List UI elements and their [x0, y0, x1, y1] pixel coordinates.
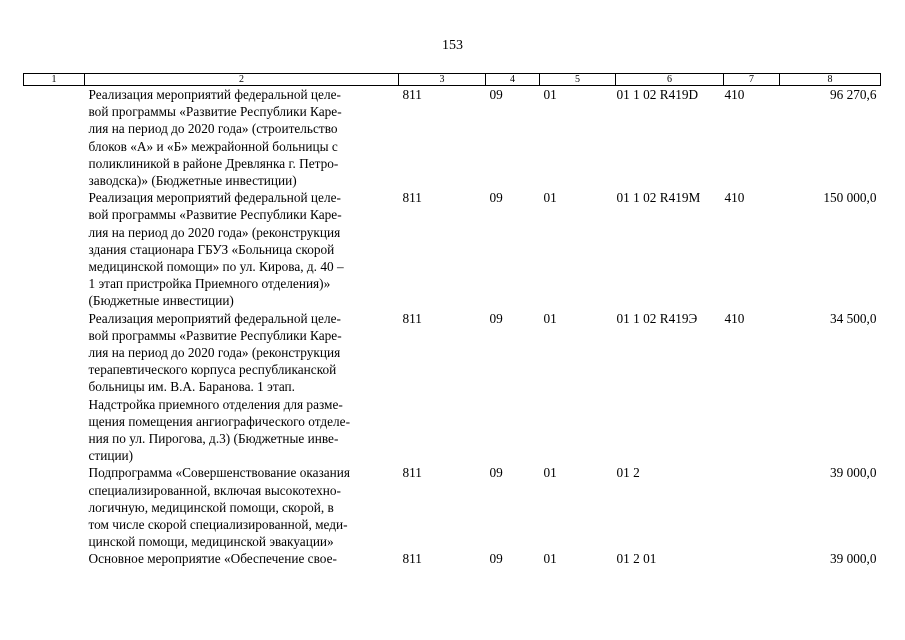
table-row [24, 550, 881, 567]
section-code-cell: 09 [489, 465, 503, 481]
expense-name-line: больницы им. В.А. Баранова. 1 этап. [88, 379, 295, 395]
expense-name-line: стиции) [88, 448, 134, 464]
expense-name-line: здания стационара ГБУЗ «Больница скорой [88, 241, 335, 257]
column-header-7: 7 [724, 74, 780, 86]
table-row [24, 464, 881, 550]
expense-name-line: 1 этап пристройка Приемного отделения)» [88, 276, 331, 292]
row-number-cell [24, 464, 85, 550]
ministry-code-cell: 811 [402, 310, 422, 326]
column-number-header-row [24, 74, 881, 86]
expense-name-line: лия на период до 2020 года» (реконструкция [88, 224, 341, 240]
column-header-1: 1 [24, 74, 85, 86]
expense-name-line: ния по ул. Пирогова, д.3) (Бюджетные инве- [88, 431, 339, 447]
column-header-8: 8 [780, 74, 881, 86]
table-row [24, 86, 881, 190]
expense-name-line: Основное мероприятие «Обеспечение свое- [88, 551, 337, 567]
section-code-cell: 09 [489, 190, 503, 206]
expense-name-line: медицинской помощи» по ул. Кирова, д. 40 – [88, 259, 344, 275]
expense-name-line: блоков «А» и «Б» межрайонной больницы с [88, 138, 338, 154]
amount-cell: 39 000,0 [829, 465, 877, 481]
table-row [24, 310, 881, 465]
expense-name-line: Реализация мероприятий федеральной целе- [88, 87, 341, 102]
section-code-cell: 09 [489, 87, 503, 102]
expense-name-line: вой программы «Развитие Республики Каре- [88, 207, 342, 223]
target-article-cell: 01 1 02 R419M [616, 190, 701, 206]
ministry-code-cell: 811 [402, 551, 422, 567]
amount-cell: 96 270,6 [829, 87, 877, 102]
target-article-cell: 01 2 [616, 465, 640, 481]
expense-name-line: Реализация мероприятий федеральной целе- [88, 190, 341, 206]
expense-name-cell [85, 464, 399, 550]
expense-name-line: лия на период до 2020 года» (строительство [88, 121, 338, 137]
row-number-cell [24, 550, 85, 567]
expense-name-line: логичную, медицинской помощи, скорой, в [88, 499, 334, 515]
row-number-cell [24, 86, 85, 190]
subsection-code-cell: 01 [543, 465, 557, 481]
section-code-cell: 09 [489, 551, 503, 567]
section-code-cell: 09 [489, 310, 503, 326]
expense-name-cell [85, 86, 399, 190]
expense-name-line: Надстройка приемного отделения для разме- [88, 396, 343, 412]
expense-name-cell [85, 310, 399, 465]
column-header-6: 6 [616, 74, 724, 86]
expense-name-line: поликлиникой в районе Древлянка г. Петро- [88, 155, 339, 171]
expense-type-cell [724, 550, 780, 567]
expense-name-cell [85, 550, 399, 567]
ministry-code-cell: 811 [402, 465, 422, 481]
table-row [24, 189, 881, 309]
expense-name-line: Подпрограмма «Совершенствование оказания [88, 465, 351, 481]
expense-type-cell: 410 [724, 87, 745, 102]
budget-table [23, 73, 881, 568]
row-number-cell [24, 310, 85, 465]
expense-name-cell [85, 189, 399, 309]
subsection-code-cell: 01 [543, 310, 557, 326]
row-number-cell [24, 189, 85, 309]
column-header-5: 5 [540, 74, 616, 86]
page-number: 153 [442, 38, 463, 53]
ministry-code-cell: 811 [402, 190, 422, 206]
expense-type-cell: 410 [724, 310, 745, 326]
subsection-code-cell: 01 [543, 87, 557, 102]
amount-cell: 34 500,0 [829, 310, 877, 326]
expense-name-line: вой программы «Развитие Республики Каре- [88, 104, 342, 120]
amount-cell: 150 000,0 [823, 190, 877, 206]
expense-name-line: заводска)» (Бюджетные инвестиции) [88, 173, 297, 189]
expense-name-line: том числе скорой специализированной, меди- [88, 517, 348, 533]
column-header-2: 2 [85, 74, 399, 86]
target-article-cell: 01 1 02 R419Э [616, 310, 698, 326]
expense-name-line: (Бюджетные инвестиции) [88, 293, 234, 309]
expense-type-cell [724, 464, 780, 550]
ministry-code-cell: 811 [402, 87, 422, 102]
column-header-3: 3 [399, 74, 486, 86]
expense-name-line: вой программы «Развитие Республики Каре- [88, 327, 342, 343]
expense-name-line: специализированной, включая высокотехно- [88, 482, 341, 498]
column-header-4: 4 [486, 74, 540, 86]
expense-name-line: лия на период до 2020 года» (реконструкция [88, 345, 341, 361]
expense-type-cell: 410 [724, 190, 745, 206]
expense-name-line: щения помещения ангиографического отделе- [88, 413, 351, 429]
subsection-code-cell: 01 [543, 190, 557, 206]
target-article-cell: 01 1 02 R419D [616, 87, 699, 102]
expense-name-line: терапевтического корпуса республиканской [88, 362, 337, 378]
target-article-cell: 01 2 01 [616, 551, 657, 567]
expense-name-line: цинской помощи, медицинской эвакуации» [88, 534, 334, 550]
amount-cell: 39 000,0 [829, 551, 877, 567]
expense-name-line: Реализация мероприятий федеральной целе- [88, 310, 341, 326]
subsection-code-cell: 01 [543, 551, 557, 567]
